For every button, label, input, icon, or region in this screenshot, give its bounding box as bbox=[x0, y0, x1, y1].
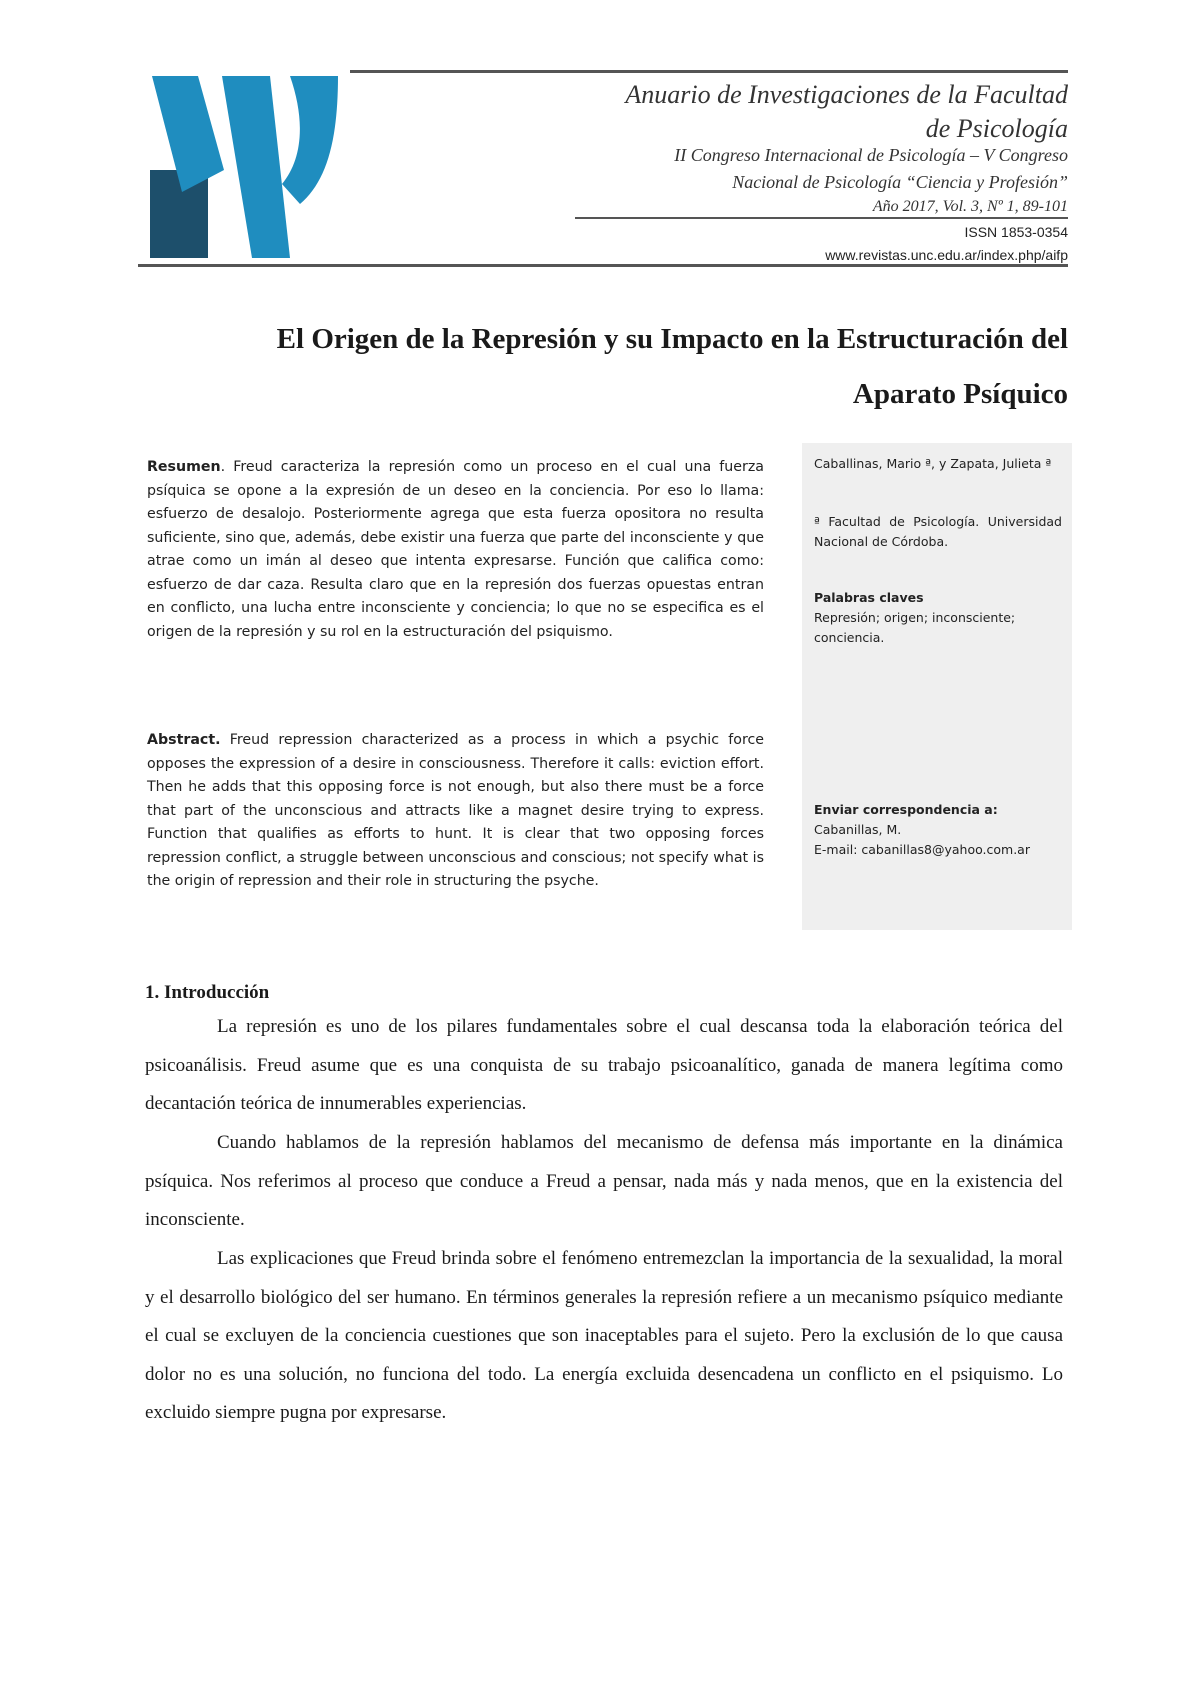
volume-info: Año 2017, Vol. 3, Nº 1, 89-101 bbox=[872, 198, 1068, 215]
body-paragraph-1: La represión es uno de los pilares fundamentales sobre el cual descansa toda la elaboración teórica del psicoanálisis. Freud asume que es una conquista de su trabajo psicoanalítico, ganada de manera legítima como decantación teórica de innumerables experiencias. bbox=[145, 1016, 1063, 1114]
header-top-rule bbox=[350, 70, 1068, 73]
psi-logo-icon bbox=[150, 72, 340, 258]
journal-title-line2: de Psicología bbox=[925, 114, 1068, 143]
journal-url: www.revistas.unc.edu.ar/index.php/aifp bbox=[825, 247, 1068, 263]
section-heading: 1. Introducción bbox=[145, 982, 270, 1003]
article-title-line2: Aparato Psíquico bbox=[852, 378, 1068, 410]
resumen-text: . Freud caracteriza la represión como un proceso en el cual una fuerza psíquica se opone a la expresión de un deseo en la conciencia. Por eso lo llama: esfuerzo de desalojo. Posteriormente agrega que esta fuerza opositora no resulta suficiente, sino que, además, debe existir una fuerza que parte del inconsciente y que atrae como un imán al deseo que intenta expresarse. Función que califica como: esfuerzo de dar caza. Resulta claro que en la represión dos fuerzas opuestas entran en conflicto, una lucha entre inconsciente y conciencia; lo que no se especifica es el origen de la represión y su rol en la estructuración del psiquismo. bbox=[147, 459, 764, 640]
contact-name: Cabanillas, M. bbox=[814, 822, 902, 837]
abstract-paragraph bbox=[147, 729, 764, 894]
congress-name-line2: Nacional de Psicología “Ciencia y Profesión” bbox=[732, 172, 1068, 192]
article-title-line1: El Origen de la Represión y su Impacto en la Estructuración del bbox=[276, 323, 1068, 355]
keywords: Represión; origen; inconsciente; conciencia. bbox=[814, 610, 1016, 645]
journal-title bbox=[468, 78, 1068, 146]
issn: ISSN 1853-0354 bbox=[964, 224, 1068, 240]
keywords-label: Palabras claves bbox=[814, 590, 924, 605]
body-paragraph-2: Cuando hablamos de la represión hablamos del mecanismo de defensa más importante en la dinámica psíquica. Nos referimos al proceso que conduce a Freud a pensar, nada más y nada menos, que en la existencia del inconsciente. bbox=[145, 1132, 1063, 1230]
logo-light-center-stem bbox=[222, 76, 290, 258]
congress-name bbox=[468, 142, 1068, 196]
body-paragraph-3: Las explicaciones que Freud brinda sobre el fenómeno entremezclan la importancia de la sexualidad, la moral y el desarrollo biológico del ser humano. En términos generales la represión refiere a un mecanismo psíquico mediante el cual se excluyen de la conciencia cuestiones que son inaceptables para el sujeto. Pero la exclusión de lo que causa dolor no es una solución, no funciona del todo. La energía excluida desencadena un conflicto en el psiquismo. Lo excluido siempre pugna por expresarse. bbox=[145, 1248, 1063, 1423]
resumen-paragraph bbox=[147, 456, 764, 644]
resumen-label: Resumen bbox=[147, 459, 221, 475]
logo-light-right-arm bbox=[282, 76, 338, 204]
journal-title-line1: Anuario de Investigaciones de la Facultad bbox=[625, 80, 1068, 109]
abstract-text: Freud repression characterized as a process in which a psychic force opposes the expression of a desire in consciousness. Therefore it calls: eviction effort. Then he adds that this opposing force is not enough, but also there must be a force that part of the unconscious and attracts like a magnet desire trying to express. Function that qualifies as efforts to hunt. It is clear that two opposing forces repression conflict, a struggle between unconscious and conscious; not specify what is the origin of repression and their role in structuring the psyche. bbox=[147, 732, 764, 889]
contact-label: Enviar correspondencia a: bbox=[814, 802, 998, 817]
abstract-label: Abstract. bbox=[147, 732, 221, 748]
logo-dark-shape bbox=[150, 170, 208, 258]
affiliation: ª Facultad de Psicología. Universidad Nacional de Córdoba. bbox=[814, 514, 1062, 549]
authors: Caballinas, Mario ª, y Zapata, Julieta ª bbox=[814, 456, 1052, 471]
article-title bbox=[138, 312, 1068, 422]
header-middle-rule bbox=[575, 217, 1068, 219]
contact-email: E-mail: cabanillas8@yahoo.com.ar bbox=[814, 842, 1030, 857]
header-bottom-rule bbox=[138, 264, 1068, 267]
congress-name-line1: II Congreso Internacional de Psicología – V Congreso bbox=[674, 145, 1068, 165]
